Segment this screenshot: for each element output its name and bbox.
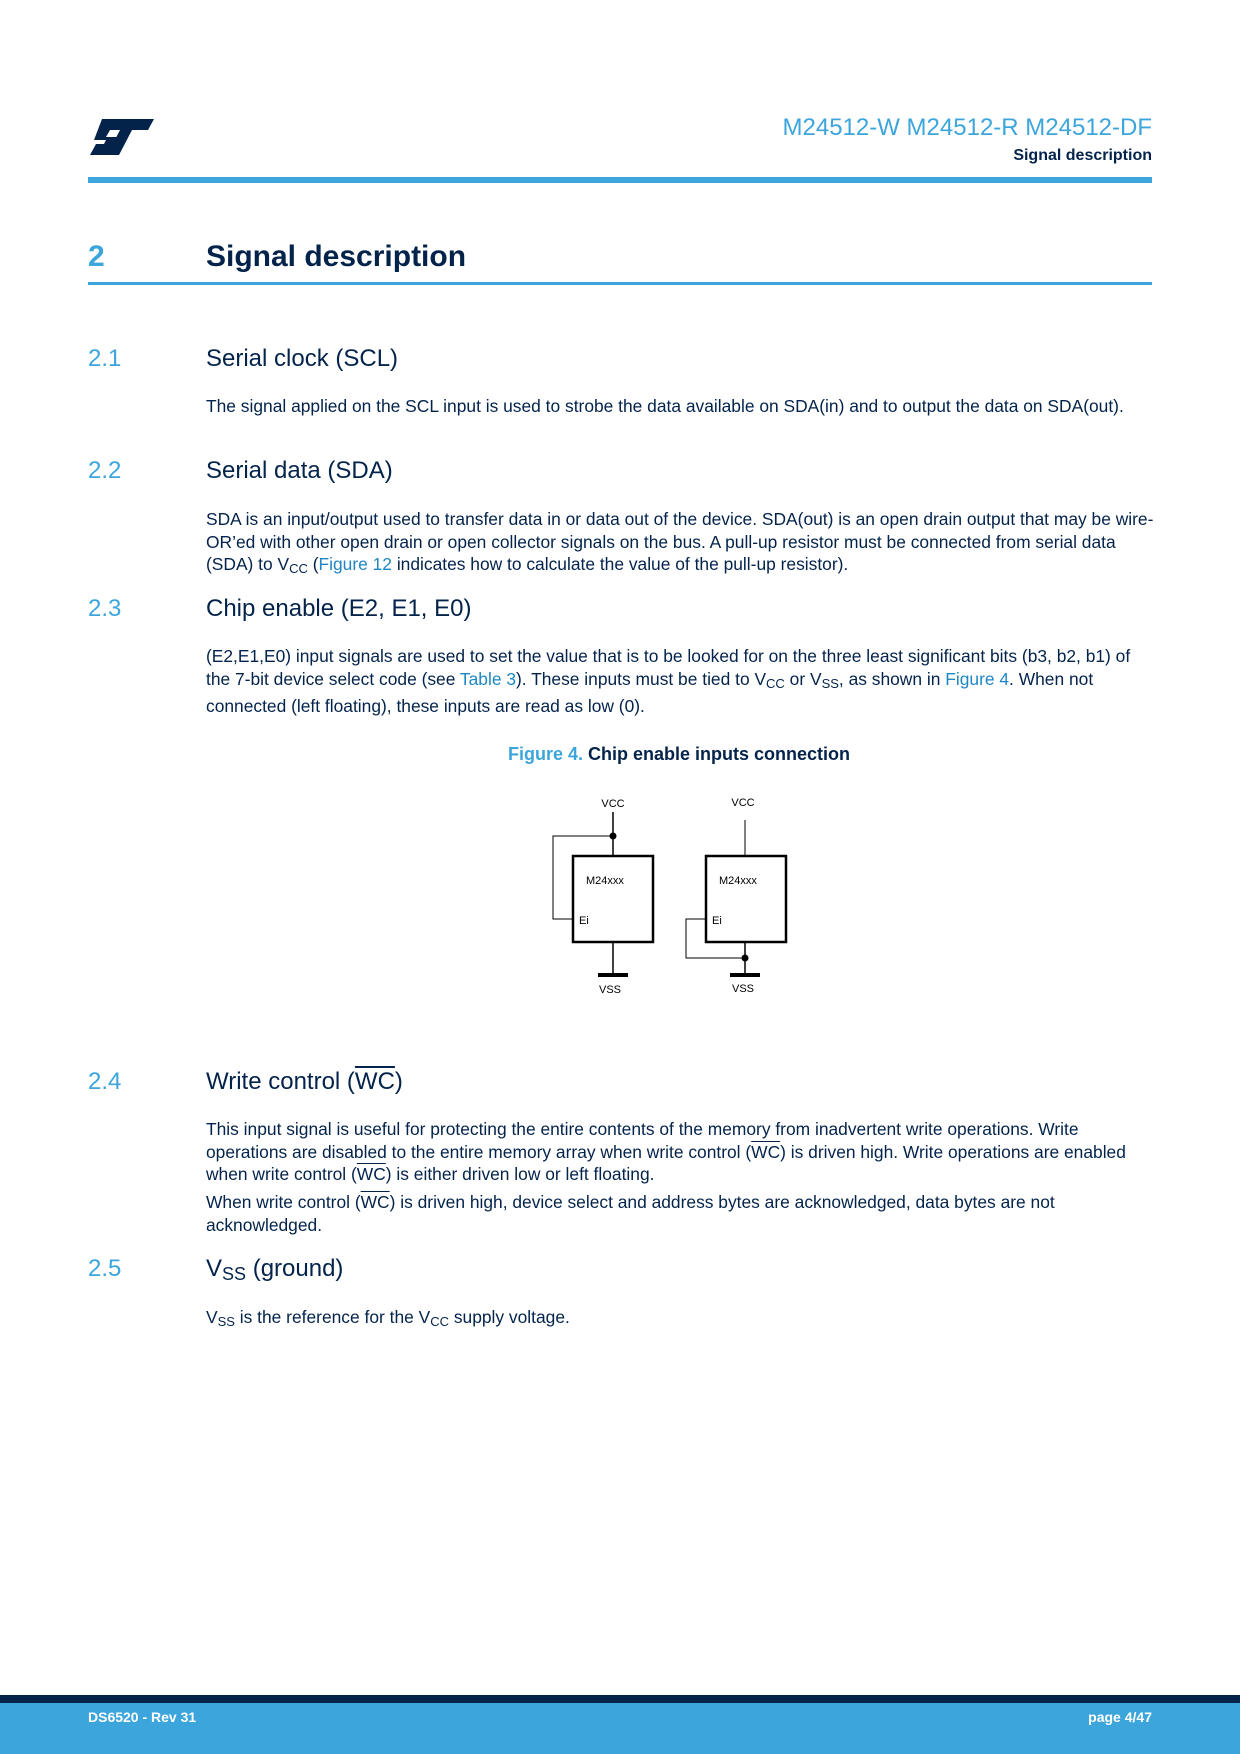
write-control-paragraph-1: This input signal is useful for protecting the entire contents of the memory from inadvertent write operations. Write operations are disabled to the entire memory array when write control $(\overline{WC})$ is driven high. Write operations are enabled when write control $(\overline{WC})$ is either driven low or left floating. (206, 1119, 1126, 1185)
chip-enable-diagram (540, 790, 800, 1005)
vss-label-right: VSS (731, 983, 755, 995)
footer-page-number: page 4/47 (1088, 1709, 1152, 1725)
write-control-paragraph-2: When write control $(\overline{WC})$ is driven high, device select and address bytes are acknowledged, data bytes are not acknowledged. (206, 1192, 1055, 1235)
section-title: VSS (ground) (206, 1255, 344, 1284)
header-rule (88, 177, 1152, 183)
chip-label-right: M24xxx (719, 875, 757, 887)
chapter-number: 2 (88, 240, 105, 273)
chip-enable-paragraph: (E2,E1,E0) input signals are used to set the value that is to be looked for on the three least significant bits (b3, b2, b1) of the 7-bit device select code (see Table 3). These inputs must be tied to $V_{CC}$ or $V_{SS}$, as shown in Figure 4. When not connected (left floating), these inputs are read as low (0). (206, 646, 1131, 717)
vss-paragraph: $V_{SS}$ is the reference for the $V_{CC}$ supply voltage. (206, 1307, 570, 1329)
pin-label-left: Ei (579, 915, 589, 927)
sda-paragraph: SDA is an input/output used to transfer data in or data out of the device. SDA(out) is an open drain output that may be wire-OR’ed with other open drain or open collector signals on the bus. A pull-up resistor must be connected from serial data (SDA) to $V_{CC}$ (Figure 12 indicates how to calculate the value of the pull-up resistor). (206, 509, 1154, 577)
footer-rule (0, 1695, 1240, 1703)
section-number: 2.4 (88, 1068, 122, 1095)
vcc-label-left: VCC (601, 798, 625, 810)
figure-4-link[interactable]: Figure 4 (945, 668, 1010, 689)
section-number: 2.1 (88, 345, 122, 372)
vcc-label-right: VCC (731, 797, 755, 809)
figure-caption: Figure 4. Chip enable inputs connection (507, 744, 851, 764)
scl-paragraph: The signal applied on the SCL input is used to strobe the data available on SDA(in) and to output the data on SDA(out). (206, 396, 1124, 416)
section-number: 2.5 (88, 1255, 122, 1282)
section-title: Serial clock (SCL) (206, 345, 399, 372)
figure-12-link[interactable]: Figure 12 (318, 554, 392, 575)
st-logo-icon (88, 117, 156, 157)
chapter-title: Signal description (206, 240, 467, 273)
vss-label-left: VSS (598, 984, 622, 996)
section-number: 2.2 (88, 457, 122, 484)
footer-doc-id: DS6520 - Rev 31 (88, 1709, 197, 1725)
section-number: 2.3 (88, 595, 122, 622)
chip-label-left: M24xxx (586, 875, 624, 887)
section-title: Write control $(\overline{WC})$ (206, 1068, 403, 1095)
document-title: M24512-W M24512-R M24512-DF (782, 114, 1152, 141)
table-3-link[interactable]: Table 3 (459, 668, 516, 689)
section-title: Chip enable (E2, E1, E0) (206, 595, 472, 622)
pin-label-right: Ei (712, 915, 722, 927)
chapter-rule (88, 282, 1152, 285)
section-title: Serial data (SDA) (206, 457, 393, 484)
header-subtitle: Signal description (1013, 147, 1152, 164)
